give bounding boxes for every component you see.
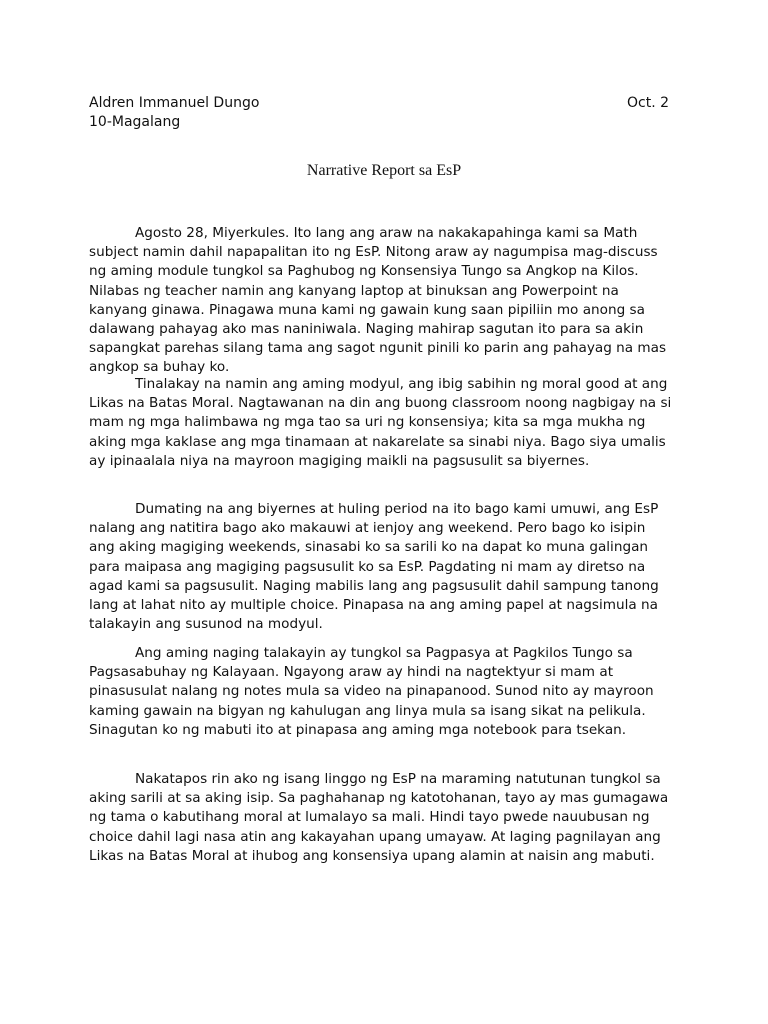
paragraph-1: Agosto 28, Miyerkules. Ito lang ang araw na nakakapahinga kami sa Math subject namin dahil napapalitan ito ng EsP. Nitong araw ay nagumpisa mag-discuss ng aming module tungkol sa Paghubog ng Konsensiya Tungo sa Angkop na Kilos. Nilabas ng teacher namin ang kanyang laptop at binuksan ang Powerpoint na kanyang ginawa. Pinagawa muna kami ng gawain kung saan pipiliin mo anong sa dalawang pahayag ako mas naniniwala. Naging mahirap sagutan ito para sa akin sapangkat parehas silang tama ang sagot ngunit pinili ko parin ang pahayag na mas angkop sa buhay ko.: [89, 225, 667, 376]
page-title: Narrative Report sa EsP: [306, 162, 462, 179]
report-date: Oct. 2: [626, 95, 669, 111]
author-name: Aldren Immanuel Dungo: [89, 95, 260, 111]
class-section: 10-Magalang: [89, 114, 181, 130]
paragraph-5: Nakatapos rin ako ng isang linggo ng EsP na maraming natutunan tungkol sa aking sarili at sa aking isip. Sa paghahanap ng katotohanan, tayo ay mas gumagawa ng tama o kabutihang moral at lumalayo sa mali. Hindi tayo pwede nauubusan ng choice dahil lagi nasa atin ang kakayahan upang umayaw. At laging pagnilayan ang Likas na Batas Moral at ihubog ang konsensiya upang alamin at naisin ang mabuti.: [89, 771, 669, 864]
paragraph-4: Ang aming naging talakayin ay tungkol sa Pagpasya at Pagkilos Tungo sa Pagsasabuhay ng Kalayaan. Ngayong araw ay hindi na nagtektyur si mam at pinasusulat nalang ng notes mula sa video na pinapanood. Sunod nito ay mayroon kaming gawain na bigyan ng kahulugan ang linya mula sa isang sikat na pelikula. Sinagutan ko ng mabuti ito at pinapasa ang aming mga notebook para tsekan.: [89, 645, 654, 738]
paragraph-3: Dumating na ang biyernes at huling period na ito bago kami umuwi, ang EsP nalang ang natitira bago ako makauwi at ienjoy ang weekend. Pero bago ko isipin ang aking magiging weekends, sinasabi ko sa sarili ko na dapat ko muna galingan para maipasa ang magiging pagsusulit ko sa EsP. Pagdating ni mam ay diretso na agad kami sa pagsusulit. Naging mabilis lang ang pagsusulit dahil sampung tanong lang at lahat nito ay multiple choice. Pinapasa na ang aming papel at nagsimula na talakayin ang susunod na modyul.: [89, 501, 659, 633]
paragraph-2: Tinalakay na namin ang aming modyul, ang ibig sabihin ng moral good at ang Likas na Batas Moral. Nagtawanan na din ang buong classroom noong nagbigay na si mam ng mga halimbawa ng mga tao sa uri ng konsensiya; kita sa mga mukha ng aking mga kaklase ang mga tinamaan at nakarelate sa sinabi niya. Bago siya umalis ay ipinaalala niya na mayroon magiging maikli na pagsusulit sa biyernes.: [89, 376, 672, 469]
